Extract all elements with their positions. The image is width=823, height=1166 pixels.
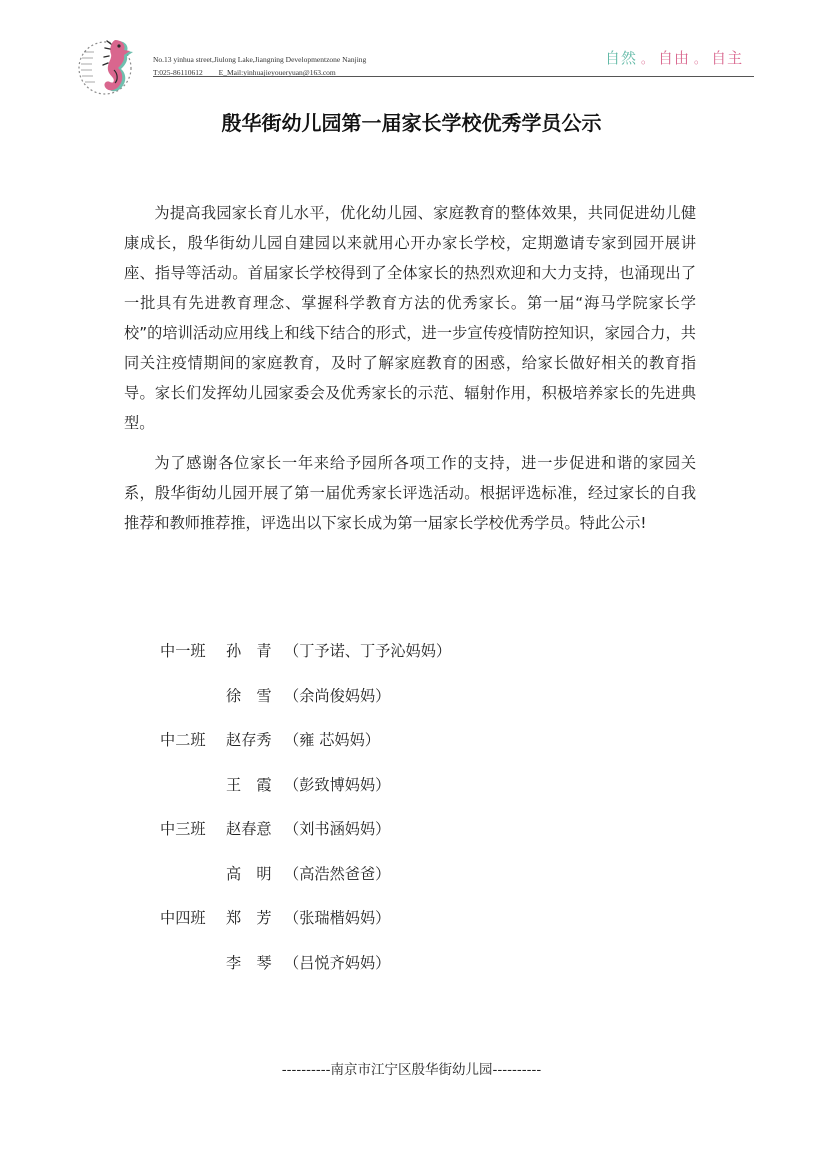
motto-word-3: 自主 bbox=[711, 49, 744, 67]
paragraph: 为了感谢各位家长一年来给予园所各项工作的支持，进一步促进和谐的家园关系，殷华街幼儿园开展了第一届优秀家长评选活动。根据评选标准，经过家长的自我推荐和教师推荐推，评选出以下家长成为第一届家长学校优秀学员。特此公示! bbox=[124, 454, 696, 532]
list-item bbox=[160, 812, 660, 857]
document-title: 殷华街幼儿园第一届家长学校优秀学员公示 bbox=[221, 111, 602, 135]
list-item bbox=[160, 723, 660, 768]
member-name: 高 明 bbox=[226, 864, 272, 883]
contact-line bbox=[153, 66, 366, 79]
member-note: （张瑞楷妈妈） bbox=[284, 909, 391, 927]
list-item bbox=[160, 946, 660, 991]
paragraph: 为提高我园家长育儿水平，优化幼儿园、家庭教育的整体效果，共同促进幼儿健康成长，殷华街幼儿园自建园以来就用心开办家长学校，定期邀请专家到园开展讲座、指导等活动。首届家长学校得到了全体家长的热烈欢迎和大力支持，也涌现出了一批具有先进教育理念、掌握科学教育方法的优秀家长。第一届“海马学院家长学校”的培训活动应用线上和线下结合的形式，进一步宣传疫情防控知识，家园合力，共同关注疫情期间的家庭教育，及时了解家庭教育的困惑，给家长做好相关的教育指导。家长们发挥幼儿园家委会及优秀家长的示范、辐射作用，积极培养家长的先进典型。 bbox=[124, 204, 696, 432]
member-name: 王 霞 bbox=[226, 775, 272, 794]
motto-separator: 。 bbox=[641, 52, 655, 66]
signature-line: ----------南京市江宁区殷华街幼儿园---------- bbox=[281, 1062, 542, 1078]
member-name: 徐 雪 bbox=[226, 686, 272, 705]
honoree-list bbox=[160, 634, 660, 990]
email-text: E_Mail:yinhuajieyoueryuan@163.com bbox=[218, 68, 336, 77]
member-name: 赵存秀 bbox=[226, 731, 272, 749]
class-label: 中三班 bbox=[160, 820, 206, 838]
list-item bbox=[160, 901, 660, 946]
member-note: （彭致博妈妈） bbox=[284, 775, 391, 794]
motto-word-2: 自由 bbox=[658, 49, 691, 67]
list-item bbox=[160, 768, 660, 813]
class-label: 中二班 bbox=[160, 731, 206, 749]
member-note: （吕悦齐妈妈） bbox=[284, 953, 391, 972]
motto bbox=[605, 48, 743, 69]
document-body bbox=[124, 198, 696, 548]
class-label: 中四班 bbox=[160, 909, 206, 927]
member-name: 郑 芳 bbox=[226, 909, 272, 927]
member-note: （刘书涵妈妈） bbox=[284, 820, 391, 838]
member-note: （丁予诺、丁予沁妈妈） bbox=[284, 642, 452, 660]
member-name: 赵春意 bbox=[226, 820, 272, 838]
address-text: No.13 yinhua street,Jiulong Lake,Jiangning Developmentzone Nanjing bbox=[153, 55, 367, 64]
list-item bbox=[160, 634, 660, 679]
motto-word-1: 自然 bbox=[605, 49, 638, 67]
letterhead bbox=[0, 0, 823, 110]
class-label: 中一班 bbox=[160, 642, 206, 660]
list-item bbox=[160, 679, 660, 724]
member-name: 李 琴 bbox=[226, 953, 272, 972]
motto-separator: 。 bbox=[694, 52, 708, 66]
seahorse-logo-icon bbox=[78, 30, 142, 102]
member-name: 孙 青 bbox=[226, 642, 272, 660]
header-divider bbox=[153, 76, 754, 77]
list-item bbox=[160, 857, 660, 902]
member-note: （余尚俊妈妈） bbox=[284, 686, 391, 705]
phone-text: T:025-86110612 bbox=[153, 68, 203, 77]
member-note: （雍 芯妈妈） bbox=[284, 731, 380, 749]
member-note: （高浩然爸爸） bbox=[284, 864, 391, 883]
